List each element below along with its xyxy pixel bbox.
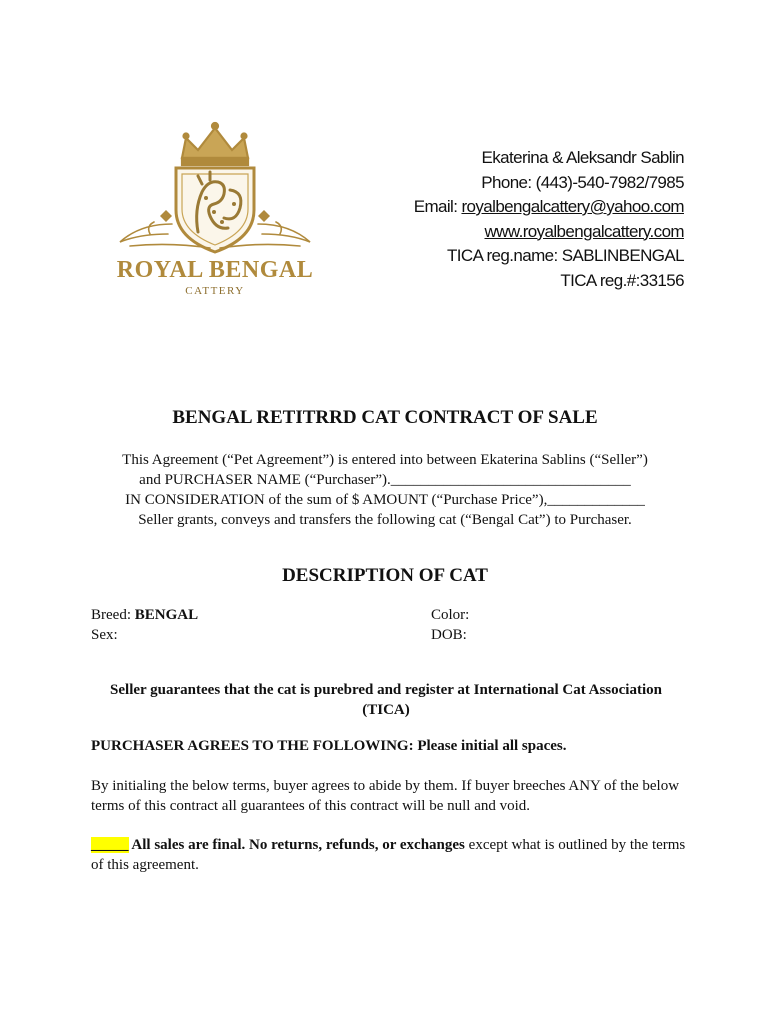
email-link[interactable]: royalbengalcattery@yahoo.com bbox=[461, 197, 684, 216]
term-bold-text: All sales are final. No returns, refunds, or exchanges bbox=[128, 837, 465, 853]
email-label: Email: bbox=[413, 197, 462, 216]
email-line bbox=[414, 195, 684, 220]
owner-names: Ekaterina & Aleksandr Sablin bbox=[481, 148, 684, 167]
cattery-logo bbox=[110, 120, 320, 305]
term-rest-text: except what is outlined by the terms of this agreement. bbox=[91, 837, 686, 873]
contract-title: BENGAL RETITRRD CAT CONTRACT OF SALE bbox=[172, 407, 598, 428]
description-right bbox=[431, 605, 469, 645]
contact-block bbox=[414, 146, 684, 293]
description-left bbox=[91, 605, 198, 645]
logo-subtitle: CATTERY bbox=[185, 285, 245, 297]
breed-label: Breed: bbox=[91, 607, 135, 623]
intro-line: Seller grants, conveys and transfers the following cat (“Bengal Cat”) to Purchaser. bbox=[138, 512, 632, 528]
phone-line: Phone: (443)-540-7982/7985 bbox=[481, 172, 684, 192]
guarantee-statement: Seller guarantees that the cat is purebred and register at International Cat Association (TICA) bbox=[110, 682, 662, 718]
description-title: DESCRIPTION OF CAT bbox=[282, 565, 488, 586]
breed-field bbox=[91, 605, 198, 625]
agree-heading: PURCHASER AGREES TO THE FOLLOWING: Please initial all spaces. bbox=[91, 738, 567, 754]
breed-value: BENGAL bbox=[134, 607, 199, 623]
tica-reg: TICA reg.#:33156 bbox=[560, 270, 684, 290]
intro-paragraph bbox=[60, 450, 710, 530]
crest-icon bbox=[110, 120, 320, 260]
sex-label: Sex: bbox=[91, 627, 118, 643]
website-link[interactable]: www.royalbengalcattery.com bbox=[484, 221, 684, 241]
initialing-paragraph: By initialing the below terms, buyer agrees to abide by them. If buyer breeches ANY of the below terms of this contract all guarantees of this contract will be null and void. bbox=[91, 778, 680, 814]
intro-line: IN CONSIDERATION of the sum of $ AMOUNT (“Purchase Price”),_____________ bbox=[125, 492, 645, 508]
term-final-sales bbox=[91, 835, 691, 875]
logo-brand-name: ROYAL BENGAL bbox=[116, 257, 314, 283]
tica-name: TICA reg.name: SABLINBENGAL bbox=[446, 246, 684, 265]
color-label: Color: bbox=[431, 607, 470, 623]
intro-line: and PURCHASER NAME (“Purchaser”).________________________________ bbox=[139, 472, 631, 488]
dob-label: DOB: bbox=[431, 627, 467, 643]
initial-blank[interactable]: _____ bbox=[91, 837, 129, 853]
intro-line: This Agreement (“Pet Agreement”) is entered into between Ekaterina Sablins (“Seller”) bbox=[122, 452, 648, 468]
